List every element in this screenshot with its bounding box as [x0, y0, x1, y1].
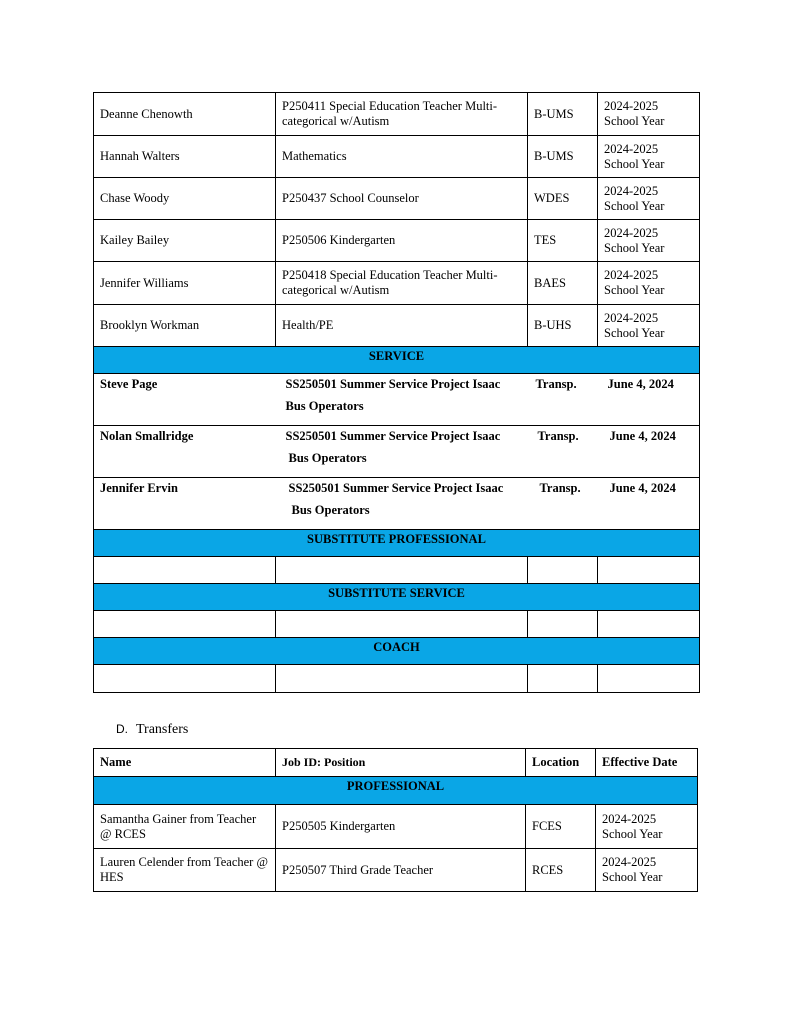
position-cell [276, 374, 528, 426]
table-row [94, 426, 700, 478]
name-cell: Deanne Chenowth [94, 93, 276, 136]
effective-cell: 2024-2025 School Year [598, 178, 700, 220]
position-line: SS250501 Summer Service Project Isaac [285, 429, 501, 443]
name-cell: Samantha Gainer from Teacher @ RCES [94, 805, 276, 849]
name-cell: Chase Woody [94, 178, 276, 220]
column-header-location: Location [526, 749, 596, 777]
name-cell: Jennifer Williams [94, 262, 276, 305]
effective-cell: 2024-2025 School Year [598, 305, 700, 347]
section-band-substitute-professional [94, 530, 700, 557]
table-row [94, 220, 700, 262]
section-label: SUBSTITUTE SERVICE [94, 584, 700, 611]
section-letter: D. [116, 722, 128, 736]
location-text: Transp. [539, 481, 581, 495]
name-cell [94, 426, 276, 478]
position-line: Bus Operators [288, 451, 367, 465]
name-cell: Hannah Walters [94, 136, 276, 178]
position-line: Bus Operators [291, 503, 370, 517]
position-cell: Health/PE [276, 305, 528, 347]
section-band-professional [94, 777, 698, 805]
position-cell: P250506 Kindergarten [276, 220, 528, 262]
table-header-row [94, 749, 698, 777]
table-row [94, 849, 698, 892]
position-cell: P250437 School Counselor [276, 178, 528, 220]
location-cell: FCES [526, 805, 596, 849]
position-cell: P250507 Third Grade Teacher [276, 849, 526, 892]
position-line: SS250501 Summer Service Project Isaac [288, 481, 504, 495]
hires-table [93, 92, 700, 693]
empty-row [94, 557, 700, 584]
section-label: SUBSTITUTE PROFESSIONAL [94, 530, 700, 557]
section-band-substitute-service [94, 584, 700, 611]
position-line: SS250501 Summer Service Project Isaac [285, 377, 501, 391]
location-text: Transp. [537, 429, 579, 443]
name-cell: Brooklyn Workman [94, 305, 276, 347]
effective-cell: 2024-2025 School Year [596, 805, 698, 849]
name-text: Nolan Smallridge [100, 429, 194, 443]
effective-text: June 4, 2024 [609, 429, 676, 443]
location-cell [528, 478, 598, 530]
column-header-position: Job ID: Position [276, 749, 526, 777]
position-cell [276, 426, 528, 478]
position-cell: Mathematics [276, 136, 528, 178]
table-row [94, 178, 700, 220]
position-line: Bus Operators [285, 399, 364, 413]
location-cell: BAES [528, 262, 598, 305]
name-cell [94, 478, 276, 530]
section-label: SERVICE [94, 347, 700, 374]
effective-cell: 2024-2025 School Year [598, 262, 700, 305]
effective-cell [598, 478, 700, 530]
table-row [94, 262, 700, 305]
section-label: PROFESSIONAL [94, 777, 698, 805]
table-row [94, 305, 700, 347]
effective-cell: 2024-2025 School Year [598, 93, 700, 136]
section-title: Transfers [136, 722, 189, 737]
location-cell [528, 426, 598, 478]
table-row [94, 478, 700, 530]
effective-cell: 2024-2025 School Year [598, 136, 700, 178]
name-cell: Kailey Bailey [94, 220, 276, 262]
location-cell: WDES [528, 178, 598, 220]
table-row [94, 374, 700, 426]
column-header-effective-date: Effective Date [596, 749, 698, 777]
location-cell: TES [528, 220, 598, 262]
position-cell [276, 478, 528, 530]
section-band-coach [94, 638, 700, 665]
location-cell: RCES [526, 849, 596, 892]
location-cell: B-UMS [528, 136, 598, 178]
position-cell: P250418 Special Education Teacher Multi-categorical w/Autism [276, 262, 528, 305]
empty-row [94, 665, 700, 693]
location-cell: B-UHS [528, 305, 598, 347]
empty-row [94, 611, 700, 638]
effective-cell: 2024-2025 School Year [598, 220, 700, 262]
effective-text: June 4, 2024 [609, 481, 676, 495]
location-text: Transp. [535, 377, 577, 391]
transfers-heading [116, 722, 188, 738]
name-cell [94, 374, 276, 426]
table-row [94, 93, 700, 136]
location-cell [528, 374, 598, 426]
location-cell: B-UMS [528, 93, 598, 136]
position-cell: P250411 Special Education Teacher Multi-categorical w/Autism [276, 93, 528, 136]
section-label: COACH [94, 638, 700, 665]
effective-cell [598, 426, 700, 478]
name-text: Jennifer Ervin [100, 481, 178, 495]
effective-cell: 2024-2025 School Year [596, 849, 698, 892]
table-row [94, 136, 700, 178]
table-row [94, 805, 698, 849]
section-band-service [94, 347, 700, 374]
transfers-table [93, 748, 698, 892]
name-cell: Lauren Celender from Teacher @ HES [94, 849, 276, 892]
effective-text: June 4, 2024 [607, 377, 674, 391]
column-header-name: Name [94, 749, 276, 777]
position-cell: P250505 Kindergarten [276, 805, 526, 849]
name-text: Steve Page [100, 377, 158, 391]
effective-cell [598, 374, 700, 426]
